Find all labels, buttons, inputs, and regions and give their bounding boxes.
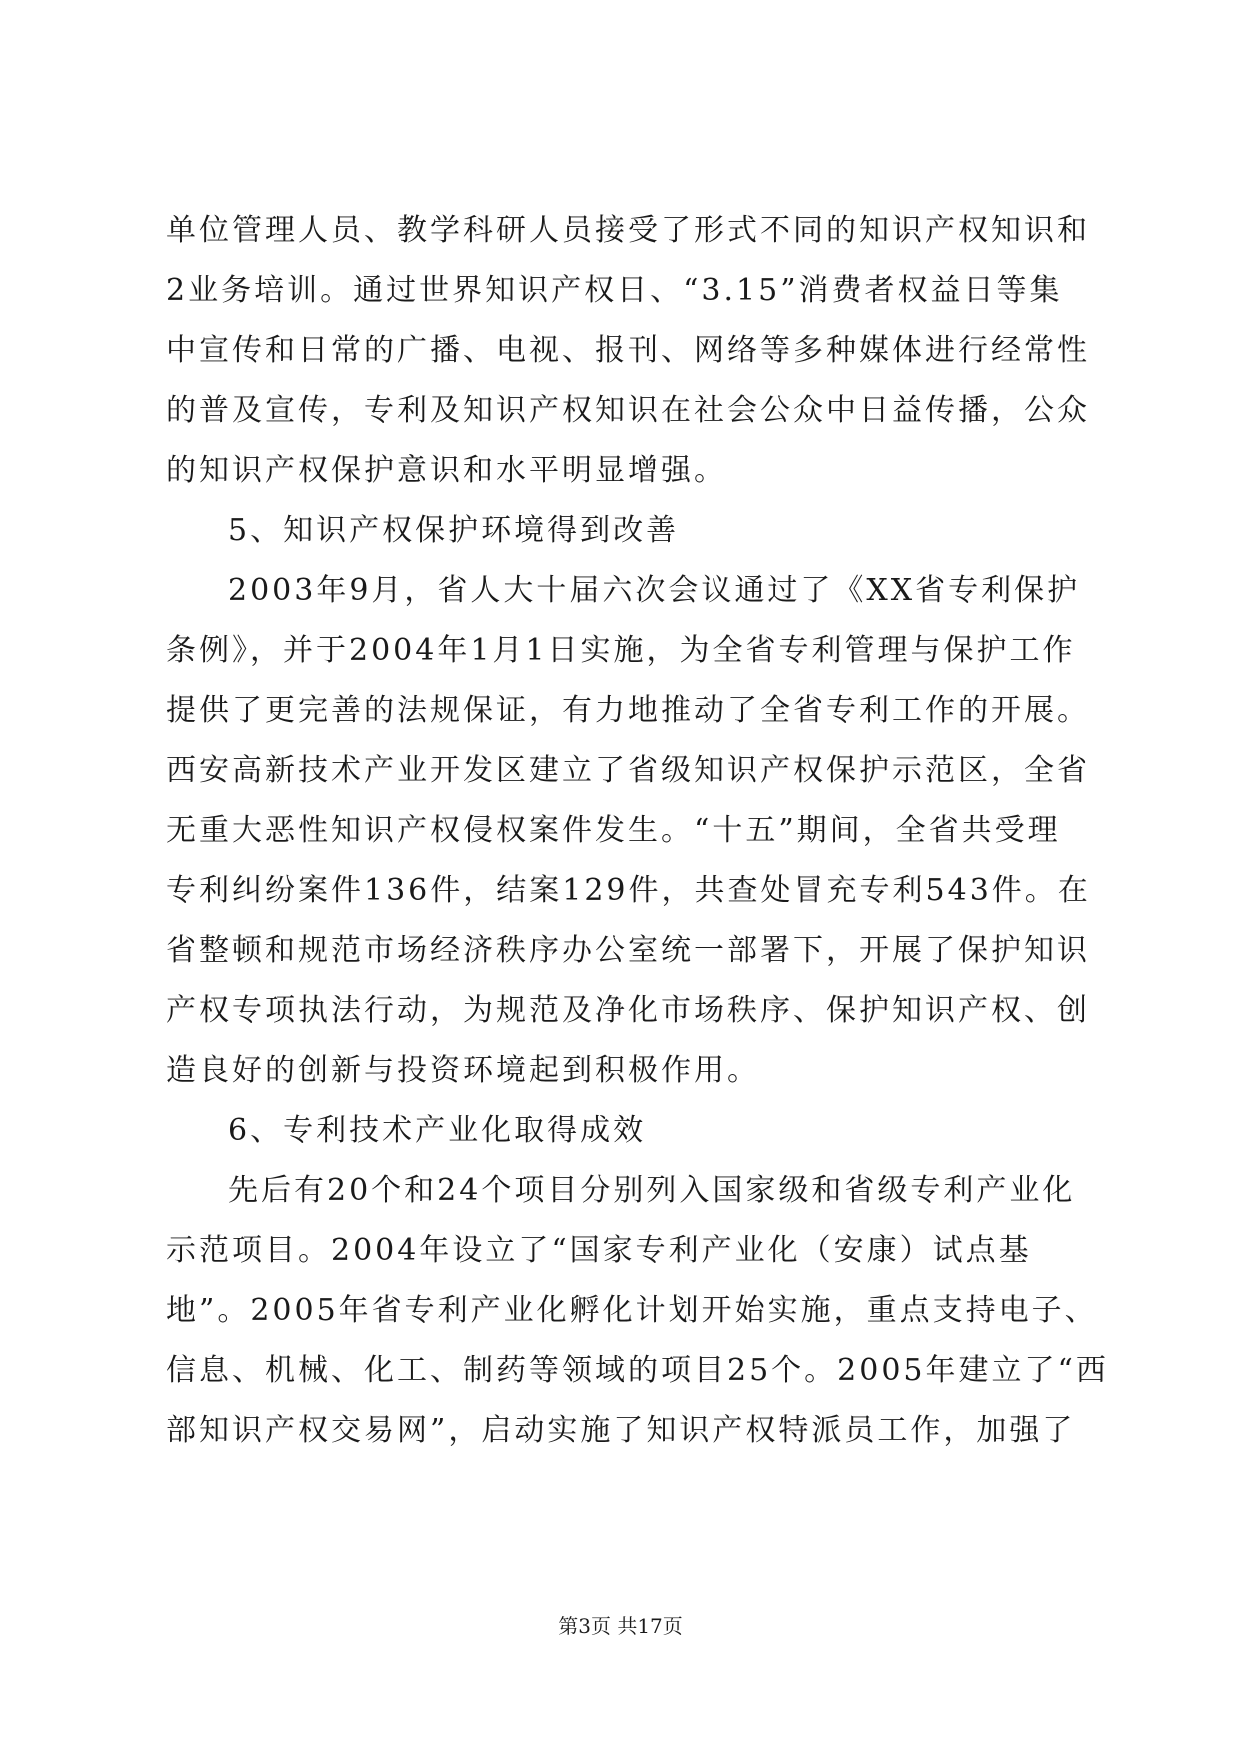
text-line: 西安高新技术产业开发区建立了省级知识产权保护示范区，全省 — [166, 753, 1090, 788]
text-line: 地”。2005年省专利产业化孵化计划开始实施，重点支持电子、 — [166, 1293, 1098, 1328]
text-line: 提供了更完善的法规保证，有力地推动了全省专利工作的开展。 — [166, 693, 1090, 728]
text-line: 2003年9月，省人大十届六次会议通过了《XX省专利保护 — [228, 573, 1081, 608]
text-line: 2业务培训。通过世界知识产权日、“3.15”消费者权益日等集 — [166, 273, 1063, 308]
text-line: 省整顿和规范市场经济秩序办公室统一部署下，开展了保护知识 — [166, 933, 1090, 968]
text-line: 造良好的创新与投资环境起到积极作用。 — [166, 1053, 760, 1088]
text-line: 产权专项执法行动，为规范及净化市场秩序、保护知识产权、创 — [166, 993, 1090, 1028]
text-line: 中宣传和日常的广播、电视、报刊、网络等多种媒体进行经常性 — [166, 333, 1090, 368]
text-line: 信息、机械、化工、制药等领域的项目25个。2005年建立了“西 — [166, 1353, 1109, 1388]
text-line: 示范项目。2004年设立了“国家专利产业化（安康）试点基 — [166, 1233, 1032, 1268]
text-line: 部知识产权交易网”，启动实施了知识产权特派员工作，加强了 — [166, 1413, 1076, 1448]
text-line: 条例》，并于2004年1月1日实施，为全省专利管理与保护工作 — [166, 633, 1076, 668]
section-heading: 5、知识产权保护环境得到改善 — [228, 513, 680, 548]
text-line: 单位管理人员、教学科研人员接受了形式不同的知识产权知识和 — [166, 213, 1090, 248]
section-heading: 6、专利技术产业化取得成效 — [228, 1113, 647, 1148]
text-line: 专利纠纷案件136件，结案129件，共查处冒充专利543件。在 — [166, 873, 1091, 908]
page-number-footer: 第3页 共17页 — [558, 1614, 683, 1638]
text-line: 的普及宣传，专利及知识产权知识在社会公众中日益传播，公众 — [166, 393, 1090, 428]
text-line: 无重大恶性知识产权侵权案件发生。“十五”期间，全省共受理 — [166, 813, 1061, 848]
text-line: 的知识产权保护意识和水平明显增强。 — [166, 453, 727, 488]
text-line: 先后有20个和24个项目分别列入国家级和省级专利产业化 — [228, 1173, 1076, 1208]
